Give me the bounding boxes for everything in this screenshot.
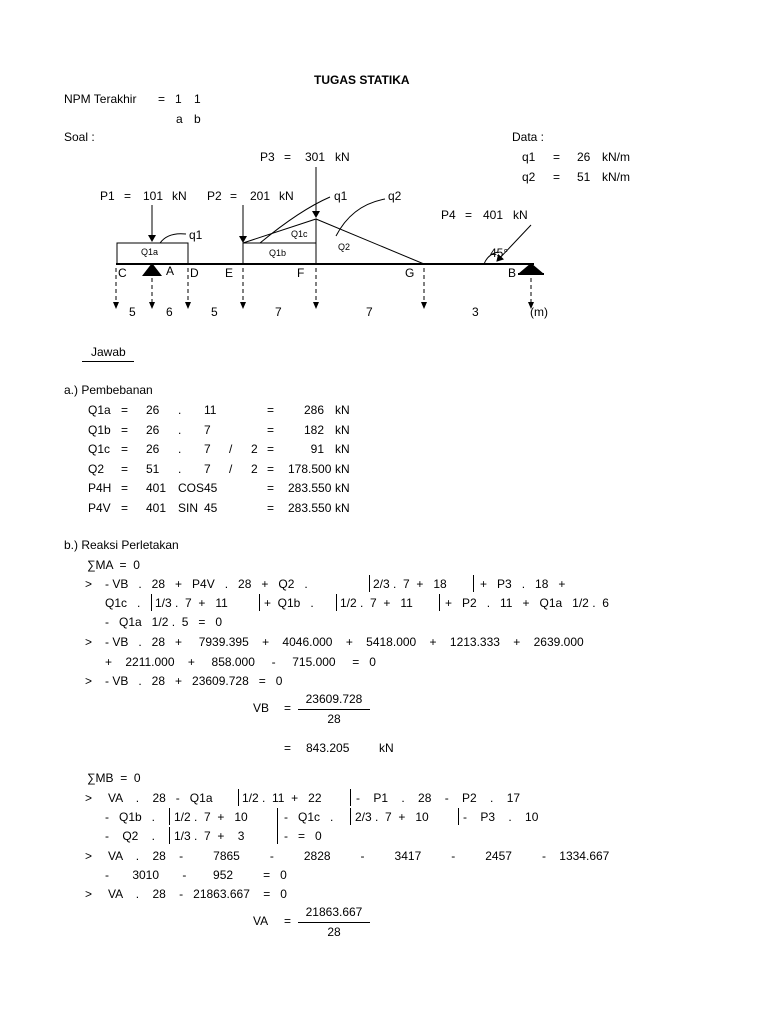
data-q2-eq: = (553, 170, 561, 184)
pembebanan-cell: = (267, 481, 275, 495)
pembebanan-cell: Q1a (88, 403, 111, 417)
span-gb: 3 (472, 305, 479, 319)
span-ef: 7 (275, 305, 282, 319)
bracket (369, 575, 370, 592)
point-d-label: D (190, 266, 199, 280)
mb-line2-d: 2/3 . 7 + 10 (355, 810, 429, 824)
npm-letter-b: b (194, 112, 201, 126)
npm-digit-2: 1 (194, 92, 201, 106)
mb-line2-a: - Q1b . (105, 810, 156, 824)
pembebanan-cell: = (121, 461, 129, 476)
ma-line5: + 2211.000 + 858.000 - 715.000 = 0 (105, 655, 376, 669)
angle-label: 45° (490, 246, 509, 260)
span-fg: 7 (366, 305, 373, 319)
p2-name: P2 (207, 189, 222, 203)
mb-line1-b: 1/2 . 11 + 22 (242, 791, 322, 805)
p3-eq: = (284, 150, 292, 164)
pembebanan-cell: 26 (146, 403, 160, 417)
pembebanan-cell: = (121, 422, 129, 437)
mb-line1-c: - P1 . 28 - P2 . 17 (356, 791, 521, 805)
pembebanan-cell: P4H (88, 481, 112, 495)
data-q1-value: 26 (577, 150, 591, 164)
section-b-heading: b.) Reaksi Perletakan (64, 538, 179, 552)
ma-line1-gt: > (85, 577, 93, 591)
va-label: VA (253, 914, 269, 928)
pembebanan-cell: = (121, 500, 129, 515)
pembebanan-cell: 51 (146, 461, 160, 476)
q1-left-leader (160, 234, 186, 243)
q2-label: Q2 (338, 242, 351, 252)
pembebanan-cell: = (267, 500, 275, 515)
p3-value: 301 (305, 150, 326, 164)
span-ad: 6 (166, 305, 173, 319)
mb-line5: - 3010 - 952 = 0 (105, 868, 287, 882)
mb-line4: VA . 28 - 7865 - 2828 - 3417 - 2457 - 1334.667 (108, 849, 610, 863)
pembebanan-cell: 26 (146, 422, 160, 437)
pembebanan-cell: 286 (303, 403, 324, 417)
va-numerator: 21863.667 (305, 905, 363, 919)
pembebanan-cell: kN (335, 481, 350, 495)
p3-name: P3 (260, 150, 275, 164)
pembebanan-cell: / (229, 442, 233, 456)
pembebanan-cell: Q2 (88, 461, 105, 476)
pembebanan-cell: . (178, 461, 182, 476)
ma-line2-e: + P2 . 11 + Q1a 1/2 . 6 (445, 596, 609, 610)
mb-line2-c: - Q1c . (284, 810, 334, 824)
page-title: TUGAS STATIKA (314, 73, 410, 87)
beam-diagram (0, 0, 768, 340)
p4-eq: = (465, 208, 473, 222)
pembebanan-cell: = (121, 403, 129, 417)
dimension-guides (116, 268, 531, 308)
ma-line2-b: 1/3 . 7 + 11 (155, 596, 228, 610)
pembebanan-cell: kN (335, 403, 350, 417)
pembebanan-cell: 283.550 (288, 481, 332, 495)
mb-line1-a: VA . 28 - Q1a (108, 791, 213, 805)
pembebanan-cell: 2 (251, 461, 258, 476)
bracket (350, 789, 351, 806)
mb-line2-b: 1/2 . 7 + 10 (174, 810, 248, 824)
vb-label: VB (253, 701, 270, 715)
sum-mb: ∑MB = 0 (87, 771, 141, 785)
jawab-underline (82, 361, 134, 362)
bracket (350, 808, 351, 825)
p1-value: 101 (143, 189, 164, 203)
ma-line6-gt: > (85, 674, 93, 688)
pembebanan-cell: 182 (303, 422, 324, 437)
vb-eq: = (284, 701, 292, 715)
section-a-heading: a.) Pembebanan (64, 383, 153, 397)
pembebanan-cell: kN (335, 442, 350, 456)
p1-name: P1 (100, 189, 115, 203)
npm-letter-a: a (176, 112, 183, 126)
p4-value: 401 (483, 208, 504, 222)
p2-value: 201 (250, 189, 271, 203)
dimension-ticks (113, 302, 534, 309)
data-label: Data : (512, 130, 545, 144)
ma-line1-c: + P3 . 18 + (480, 577, 566, 591)
q1a-label: Q1a (141, 247, 159, 257)
point-c-label: C (118, 266, 127, 280)
pembebanan-cell: 7 (204, 461, 211, 476)
vb-value: 843.205 (306, 741, 350, 755)
pembebanan-cell: COS (178, 481, 205, 495)
q2-top-label: q2 (388, 189, 402, 203)
data-q2-value: 51 (577, 170, 591, 184)
bracket (277, 808, 278, 844)
span-de: 5 (211, 305, 218, 319)
pembebanan-cell: = (267, 461, 275, 476)
mb-line3-a: - Q2 . (105, 829, 156, 843)
pembebanan-cell: Q1c (88, 442, 111, 456)
mb-line6: VA . 28 - 21863.667 = 0 (108, 887, 287, 901)
p2-unit: kN (279, 189, 294, 203)
pembebanan-cell: 11 (204, 403, 217, 417)
q1b-label: Q1b (269, 248, 287, 258)
vb-eq2: = (284, 741, 292, 755)
soal-label: Soal : (64, 130, 95, 144)
data-q2-unit: kN/m (602, 170, 630, 184)
q1c-label: Q1c (291, 229, 308, 239)
span-unit: (m) (530, 305, 548, 319)
mb-line1-gt: > (85, 791, 93, 805)
ma-line2-a: Q1c . (105, 596, 141, 610)
pembebanan-cell: 401 (146, 500, 167, 515)
va-denominator: 28 (327, 925, 341, 939)
pembebanan-cell: 7 (204, 442, 211, 456)
pembebanan-cell: 401 (146, 481, 167, 495)
ma-line2-c: + Q1b . (264, 596, 314, 610)
pembebanan-cell: 45 (204, 481, 218, 495)
p1-eq: = (124, 189, 132, 203)
va-eq: = (284, 914, 292, 928)
pembebanan-cell: kN (335, 461, 350, 476)
span-ca: 5 (129, 305, 136, 319)
jawab-label: Jawab (91, 345, 126, 359)
pembebanan-cell: = (267, 442, 275, 456)
pembebanan-cell: / (229, 461, 233, 476)
ma-line4: - VB . 28 + 7939.395 + 4046.000 + 5418.000 + 1213.333 + 2639.000 (105, 635, 584, 649)
data-q1-eq: = (553, 150, 561, 164)
q2-load-triangle (316, 219, 424, 264)
pembebanan-cell: 91 (310, 442, 324, 456)
mb-line3-b: 1/3 . 7 + 3 (174, 829, 245, 843)
pembebanan-cell: 45 (204, 500, 218, 515)
point-f-label: F (297, 266, 305, 280)
data-q1-name: q1 (522, 150, 536, 164)
pembebanan-cell: Q1b (88, 422, 111, 437)
vb-fraction-bar (298, 709, 370, 710)
pembebanan-cell: kN (335, 422, 350, 437)
pembebanan-cell: 7 (204, 422, 211, 437)
pembebanan-cell: . (178, 442, 182, 456)
npm-digit-1: 1 (175, 92, 182, 106)
npm-label: NPM Terakhir (64, 92, 137, 106)
pembebanan-cell: = (121, 481, 129, 495)
sum-ma: ∑MA = 0 (87, 558, 140, 572)
bracket (336, 594, 337, 611)
bracket (439, 594, 440, 611)
va-fraction-bar (298, 922, 370, 923)
bracket (169, 827, 170, 844)
pembebanan-cell: 178.500 (288, 461, 332, 476)
data-q2-name: q2 (522, 170, 536, 184)
bracket (259, 594, 260, 611)
bracket (458, 808, 459, 825)
pembebanan-cell: = (121, 442, 129, 456)
pembebanan-cell: = (267, 422, 275, 437)
bracket (151, 594, 152, 611)
ma-line4-gt: > (85, 635, 93, 649)
p4-unit: kN (513, 208, 528, 222)
ma-line3: - Q1a 1/2 . 5 = 0 (105, 615, 223, 629)
p2-eq: = (230, 189, 238, 203)
ma-line1-a: - VB . 28 + P4V . 28 + Q2 . (105, 577, 308, 591)
data-q1-unit: kN/m (602, 150, 630, 164)
vb-unit: kN (379, 741, 394, 755)
pembebanan-cell: = (267, 403, 275, 417)
point-g-label: G (405, 266, 415, 280)
pembebanan-cell: 26 (146, 442, 160, 456)
mb-line4-gt: > (85, 849, 93, 863)
pembebanan-cell: . (178, 403, 182, 417)
pembebanan-cell: 2 (251, 442, 258, 456)
vb-numerator: 23609.728 (305, 692, 363, 706)
mb-line3-c: - = 0 (284, 829, 322, 843)
mb-line2-e: - P3 . 10 (463, 810, 539, 824)
pembebanan-cell: kN (335, 500, 350, 515)
p3-unit: kN (335, 150, 350, 164)
q1-top-label: q1 (334, 189, 348, 203)
ma-line2-d: 1/2 . 7 + 11 (340, 596, 413, 610)
vb-denominator: 28 (327, 712, 341, 726)
bracket (473, 575, 474, 592)
point-b-label: B (508, 266, 517, 280)
pembebanan-cell: . (178, 422, 182, 437)
point-a-label: A (166, 264, 175, 278)
ma-line6: - VB . 28 + 23609.728 = 0 (105, 674, 283, 688)
ma-line1-b: 2/3 . 7 + 18 (373, 577, 447, 591)
pembebanan-cell: 283.550 (288, 500, 332, 515)
pembebanan-cell: P4V (88, 500, 111, 515)
mb-line6-gt: > (85, 887, 93, 901)
q1-left-label: q1 (189, 228, 203, 242)
p1-unit: kN (172, 189, 187, 203)
bracket (169, 808, 170, 825)
p4-name: P4 (441, 208, 456, 222)
pembebanan-cell: SIN (178, 500, 199, 515)
bracket (238, 789, 239, 806)
point-e-label: E (225, 266, 234, 280)
npm-eq: = (158, 92, 166, 106)
